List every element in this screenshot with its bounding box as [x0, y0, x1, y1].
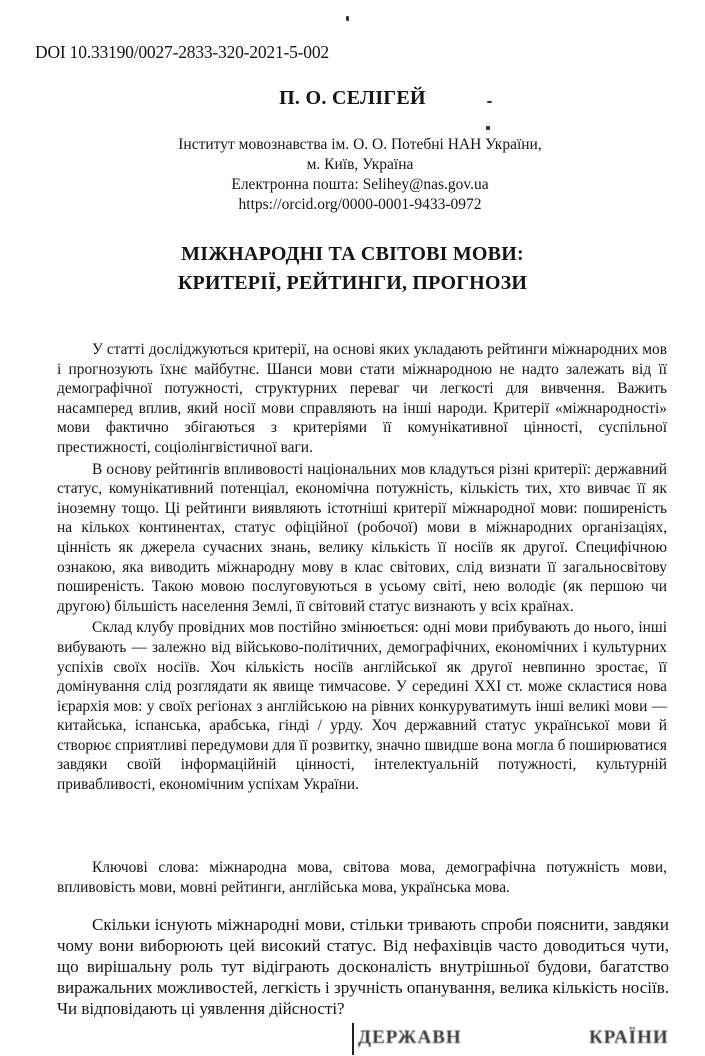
- library-stamp-left: [352, 1023, 462, 1055]
- scan-speck: [487, 101, 492, 103]
- stamp-text-right: КРАЇНИ: [589, 1027, 669, 1048]
- abstract-paragraph-3: Склад клубу провідних мов постійно змінюється: одні мови прибувають до нього, інші вибувають — залежно від військово-політичних, демографічних, економічних і культурних успіхів своїх носіїв. Хоч кількість носіїв англійської як другої невпинно зростає, її домінування слід розглядати як явище тимчасове. У середині XXI ст. може скластися нова ієрархія мов: у своїх регіонах з англійською на рівних конкуруватимуть інші великі мови — китайська, іспанська, арабська, гінді / урду. Хоч державний статус української мови й створює сприятливі передумови для її розвитку, значно швидше вона могла б поширюватися завдяки своїй інформаційній цінності, інтелектуальній потужності, культурній привабливості, економічним успіхам України.: [57, 619, 667, 794]
- body-paragraph: Скільки існують міжнародні мови, стільки тривають спроби пояснити, завдяки чому вони виборюють цей високий статус. Від нефахівців часто доводиться чути, що вирішальну роль тут відіграють досконалість внутрішньої будови, багатство виражальних можливостей, легкість і зручність опанування, велика кількість носіїв. Чи відповідають ці уявлення дійсності?: [57, 915, 669, 1018]
- email-line: Електронна пошта: Selihey@nas.gov.ua: [231, 176, 489, 193]
- city-line: м. Київ, Україна: [306, 156, 414, 173]
- title-line-2: КРИТЕРІЇ, РЕЙТИНГИ, ПРОГНОЗИ: [177, 272, 528, 294]
- doi-line: DOI 10.33190/0027-2833-320-2021-5-002: [35, 42, 329, 62]
- keywords: Ключові слова: міжнародна мова, світова мова, демографічна потужність мови, впливовість мови, мовні рейтинги, англійська мова, українська мова.: [57, 859, 667, 896]
- scan-speck: [486, 126, 490, 130]
- stamp-text-left: ДЕРЖАВН: [358, 1027, 462, 1048]
- abstract: [57, 340, 667, 795]
- author-name: П. О. СЕЛІГЕЙ: [279, 87, 426, 109]
- abstract-paragraph-2: В основу рейтингів впливовості національних мов кладуться різні критерії: державний статус, комунікативний потенціал, економічна потужність, кількість тих, хто вивчає її як іноземну тощо. Ці рейтинги виявляють істотніші критерії міжнародної мови: поширеність на кількох континентах, статус офіційної (робочої) мови в міжнародних організаціях, цінність як джерела сучасних знань, велику кількість її носіїв як другої. Специфічною ознакою, яка виводить міжнародну мову в клас світових, слід визнати її загальносвітову поширеність. Такою мовою послуговуються в усьому світі, нею володіє (як першою чи другою) більшість населення Землі, її світовий статус визнають у всіх країнах.: [57, 460, 667, 615]
- scan-speck: [346, 16, 349, 21]
- title-line-1: МІЖНАРОДНІ ТА СВІТОВІ МОВИ:: [181, 243, 524, 265]
- orcid-line: https://orcid.org/0000-0001-9433-0972: [238, 196, 482, 213]
- abstract-paragraph-1: У статті досліджуються критерії, на основі яких укладають рейтинги міжнародних мов і прогнозують їхнє майбутнє. Шанси мови стати міжнародною не надто залежать від її демографічної потужності, структурних переваг чи легкості для вивчення. Важить насамперед вплив, який носії мови справляють на інші народи. Критерії «міжнародності» мови фактично збігаються з критеріями її комунікативної цінності, суспільної престижності, соціолінгвістичної ваги.: [57, 341, 667, 456]
- library-stamp-right: [585, 1023, 695, 1055]
- institute-line: Інститут мовознавства ім. О. О. Потебні НАН України,: [178, 136, 542, 153]
- affiliation-block: [140, 135, 580, 215]
- article-title: [0, 240, 705, 298]
